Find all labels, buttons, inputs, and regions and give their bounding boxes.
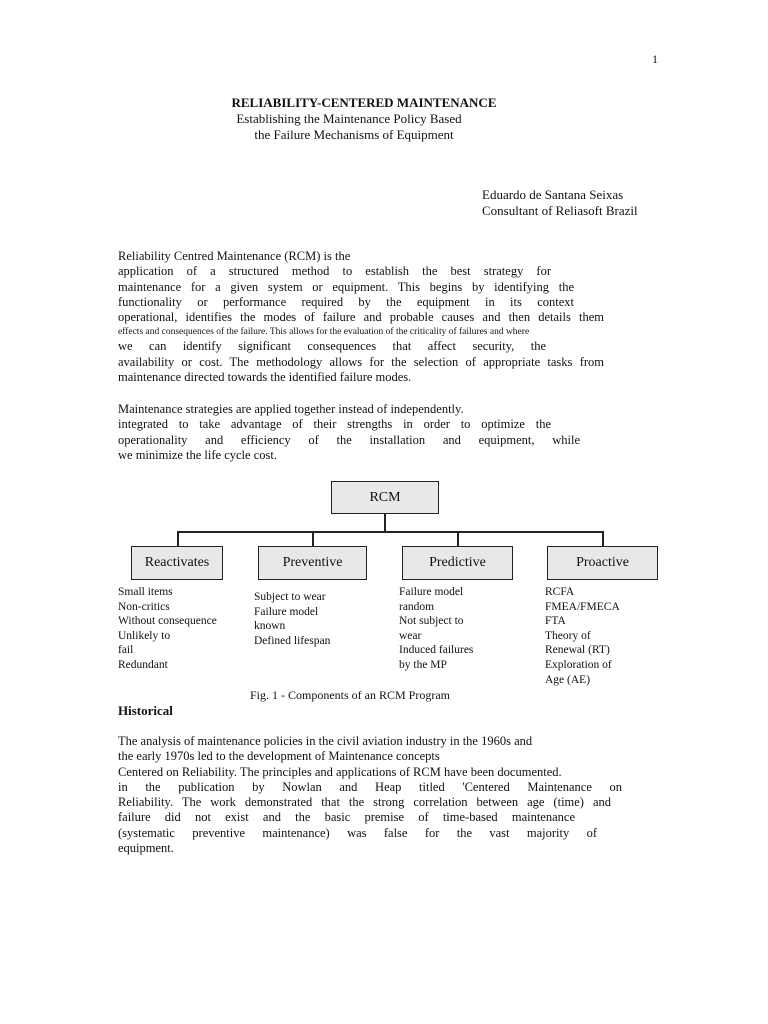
author-block [482,187,638,219]
paragraph-line: effects and consequences of the failure. This allows for the evaluation of the criticality of failures and where [118,327,530,338]
branch-item: Induced failures [399,644,474,657]
branch-item: known [254,620,286,633]
branch-item: Failure model [254,605,319,618]
section-heading-historical: Historical [118,703,173,718]
branch-item: Renewal (RT) [545,644,610,657]
paragraph-line: failure did not exist and the basic premise of time-based maintenance [118,810,575,825]
historical-paragraph [118,734,622,856]
branch-box-proactive [547,546,658,580]
subtitle-line-2: the Failure Mechanisms of Equipment [254,127,454,142]
branch-item: Exploration of [545,658,612,671]
branch-item: by the MP [399,658,447,671]
branch-label: Proactive [576,555,629,570]
branch-item: wear [399,629,422,642]
branch-item: FMEA/FMECA [545,600,620,613]
branch-item: Defined lifespan [254,634,331,647]
intro-paragraph [118,249,604,385]
branch-item: Redundant [118,658,168,671]
paragraph-line: Centered on Reliability. The principles and applications of RCM have been documented. [118,764,562,779]
rcm-root-box [331,481,439,514]
reactivates-items [118,585,217,673]
paragraph-line: operational, identifies the modes of failure and probable causes and then details them [118,310,604,325]
connector-line [177,531,179,546]
paragraph-line: functionality or performance required by the equipment in its context [118,294,574,309]
branch-item: random [399,600,435,613]
branch-label: Predictive [429,555,486,570]
figure-caption: Fig. 1 - Components of an RCM Program [250,688,450,702]
paragraph-line: availability or cost. The methodology allows for the selection of appropriate tasks from [118,354,604,369]
proactive-items [545,585,620,687]
branch-item: Non-critics [118,600,170,613]
author-role: Consultant of Reliasoft Brazil [482,203,638,218]
paragraph-line: operationality and efficiency of the installation and equipment, while [118,432,580,447]
connector-line [384,514,386,532]
paragraph-line: the early 1970s led to the development of Maintenance concepts [118,749,440,764]
paragraph-line: application of a structured method to establish the best strategy for [118,264,551,279]
paragraph-line: maintenance directed towards the identified failure modes. [118,370,412,385]
branch-item: Unlikely to [118,629,171,642]
branch-item: Small items [118,586,173,598]
connector-line [602,531,604,546]
paragraph-line: we can identify significant consequences that affect security, the [118,339,546,354]
paragraph-line: equipment. [118,841,174,856]
branch-item: Without consequence [118,615,217,628]
branch-box-reactivates [131,546,223,580]
connector-line [177,531,603,533]
connector-line [457,531,459,546]
subtitle-line-1: Establishing the Maintenance Policy Based [236,111,462,126]
branch-item: FTA [545,615,566,628]
paragraph-line: in the publication by Nowlan and Heap titled 'Centered Maintenance on [118,779,622,794]
paragraph-line: Maintenance strategies are applied together instead of independently. [118,402,464,416]
branch-item: fail [118,644,134,657]
paragraph-line: The analysis of maintenance policies in the civil aviation industry in the 1960s and [118,734,533,748]
preventive-items [254,590,330,648]
paragraph-line: Reliability. The work demonstrated that the strong correlation between age (time) and [118,795,611,810]
paragraph-line: Reliability Centred Maintenance (RCM) is the [118,249,351,263]
branch-label: Preventive [282,555,343,570]
connector-line [312,531,314,546]
branch-item: Failure model [399,586,464,598]
page-number: 1 [652,52,658,66]
branch-item: Age (AE) [545,673,591,686]
rcm-root-label: RCM [369,489,401,505]
branch-label: Reactivates [144,555,210,570]
branch-item: RCFA [545,586,575,598]
branch-item: Subject to wear [254,591,326,603]
predictive-items [399,585,473,673]
paragraph-line: integrated to take advantage of their strengths in order to optimize the [118,417,551,432]
paragraph-line: we minimize the life cycle cost. [118,447,277,462]
branch-box-preventive [258,546,367,580]
branch-item: Not subject to [399,615,464,628]
document-title: RELIABILITY-CENTERED MAINTENANCE [231,95,497,110]
author-name: Eduardo de Santana Seixas [482,187,624,202]
paragraph-line: maintenance for a given system or equipment. This begins by identifying the [118,279,574,294]
branch-item: Theory of [545,629,591,642]
paragraph-line: (systematic preventive maintenance) was false for the vast majority of [118,825,597,840]
branch-box-predictive [402,546,513,580]
strategies-paragraph [118,402,604,463]
